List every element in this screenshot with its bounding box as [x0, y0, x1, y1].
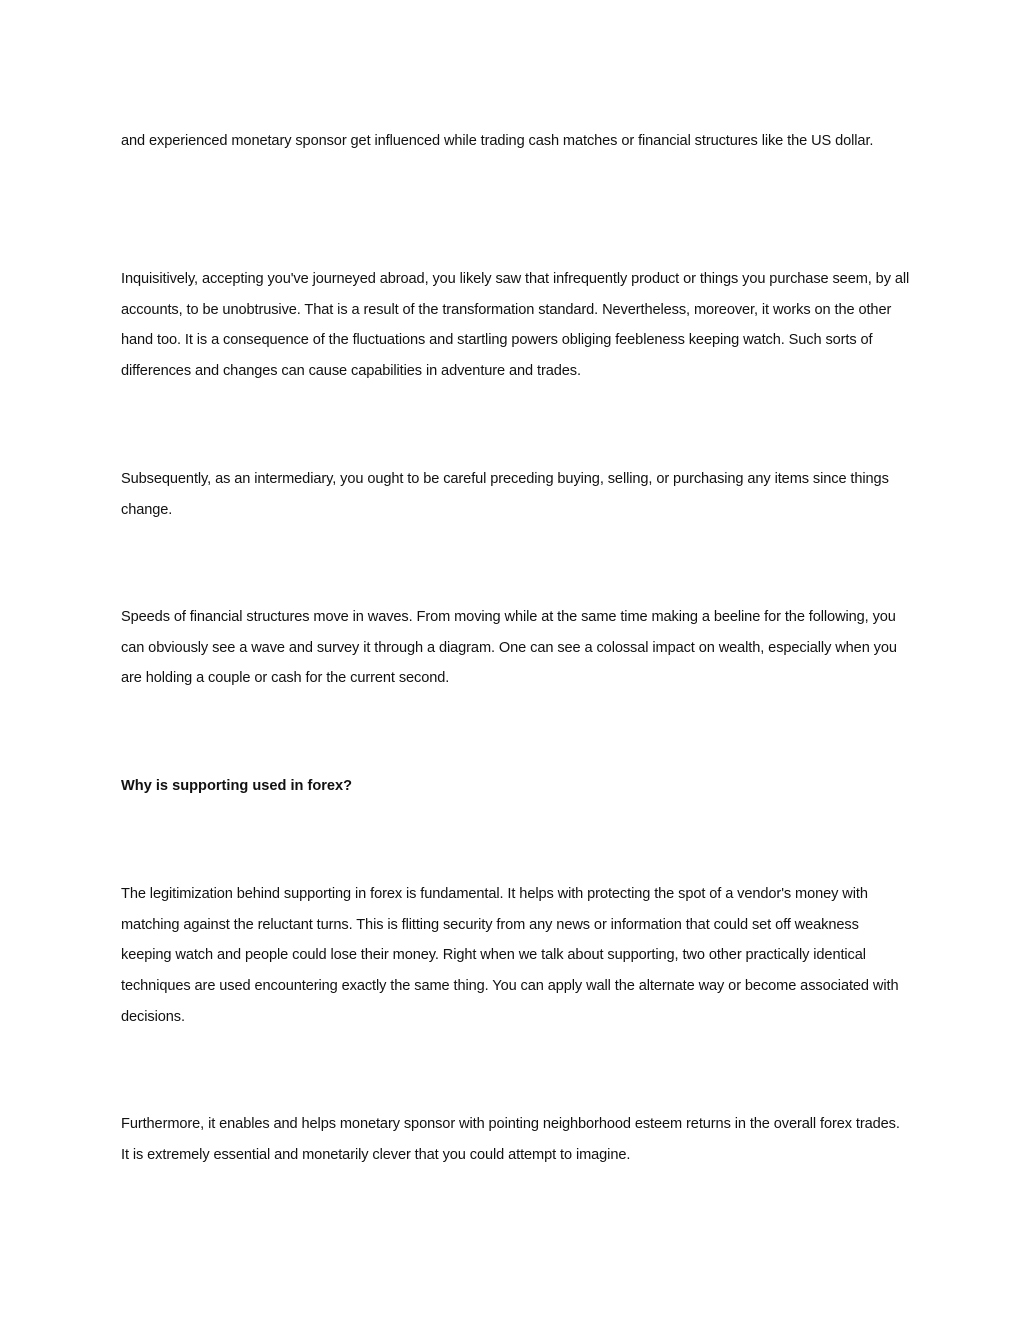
- paragraph-legitimization: The legitimization behind supporting in forex is fundamental. It helps with protecting the spot of a vendor's money with matching against the reluctant turns. This is flitting security from any news or information that could set off weakness keeping watch and people could lose their money. Right when we talk about supporting, two other practically identical techniques are used encountering exactly the same thing. You can apply wall the alternate way or become associated with decisions.: [121, 886, 899, 1025]
- paragraph-furthermore: Furthermore, it enables and helps monetary sponsor with pointing neighborhood esteem returns in the overall forex trades. It is extremely essential and monetarily clever that you could attempt to imagine.: [121, 1116, 900, 1163]
- paragraph-intermediary-caution: Subsequently, as an intermediary, you ought to be careful preceding buying, selling, or purchasing any items since things change.: [121, 471, 889, 518]
- paragraph-waves: Speeds of financial structures move in waves. From moving while at the same time making a beeline for the following, you can obviously see a wave and survey it through a diagram. One can see a colossal impact on wealth, especially when you are holding a couple or cash for the current second.: [121, 609, 897, 687]
- paragraph-intro-continuation: and experienced monetary sponsor get influenced while trading cash matches or financial structures like the US dollar.: [121, 133, 874, 149]
- paragraph-travel-exchange: Inquisitively, accepting you've journeyed abroad, you likely saw that infrequently product or things you purchase seem, by all accounts, to be unobtrusive. That is a result of the transformation standard. Nevertheless, moreover, it works on the other hand too. It is a consequence of the fluctuations and startling powers obliging feebleness keeping watch. Such sorts of differences and changes can cause capabilities in adventure and trades.: [121, 271, 910, 380]
- section-heading: Why is supporting used in forex?: [121, 778, 353, 794]
